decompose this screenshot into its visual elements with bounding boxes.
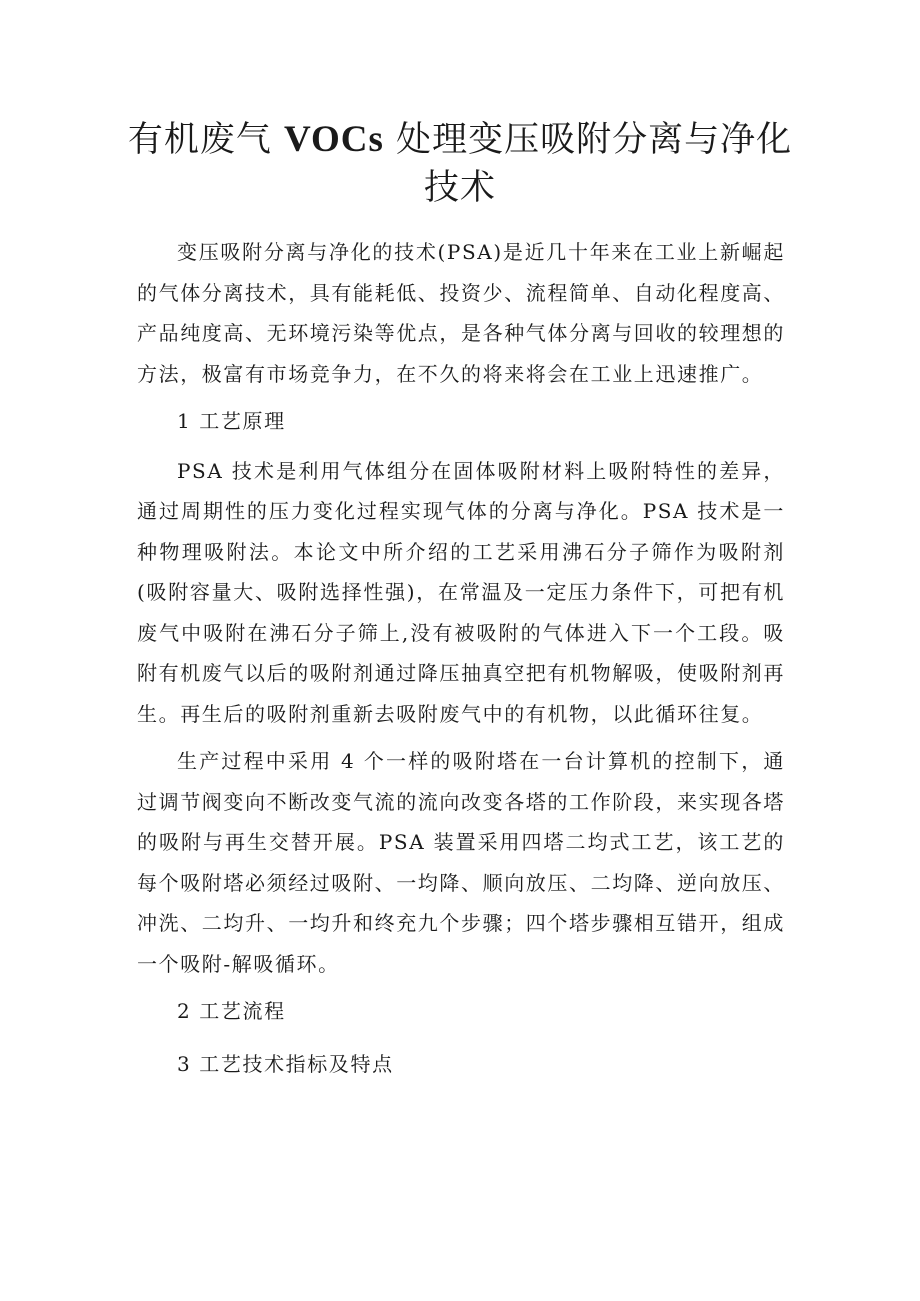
document-body bbox=[137, 232, 785, 1093]
title-text-part1: 有机废气 bbox=[127, 120, 285, 160]
title-text-latin: VOCs bbox=[284, 119, 384, 160]
document-title bbox=[120, 116, 800, 212]
section-heading-flow: 2 工艺流程 bbox=[177, 999, 286, 1023]
paragraph-intro: 变压吸附分离与净化的技术(PSA)是近几十年来在工业上新崛起的气体分离技术，具有能耗低、投资少、流程简单、自动化程度高、产品纯度高、无环境污染等优点，是各种气体分离与回收的较理想的方法，极富有市场竞争力，在不久的将来将会在工业上迅速推广。 bbox=[137, 240, 785, 386]
paragraph-principle: PSA 技术是利用气体组分在固体吸附材料上吸附特性的差异，通过周期性的压力变化过程实现气体的分离与净化。PSA 技术是一种物理吸附法。本论文中所介绍的工艺采用沸石分子筛作为吸附剂(吸附容量大、吸附选择性强)，在常温及一定压力条件下，可把有机废气中吸附在沸石分子筛上,没有被吸附的气体进入下一个工段。吸附有机废气以后的吸附剂通过降压抽真空把有机物解吸，使吸附剂再生。再生后的吸附剂重新去吸附废气中的有机物，以此循环往复。 bbox=[137, 458, 785, 726]
section-heading-indicators: 3 工艺技术指标及特点 bbox=[177, 1051, 394, 1076]
section-heading-principle: 1 工艺原理 bbox=[177, 409, 286, 433]
paragraph-process-detail: 生产过程中采用 4 个一样的吸附塔在一台计算机的控制下，通过调节阀变向不断改变气流的流向改变各塔的工作阶段，来实现各塔的吸附与再生交替开展。PSA 装置采用四塔二均式工艺，该工艺的每个吸附塔必须经过吸附、一均降、顺向放压、二均降、逆向放压、冲洗、二均升、一均升和终充九个步骤；四个塔步骤相互错开，组成一个吸附-解吸循环。 bbox=[137, 749, 785, 976]
title-text-part2: 处理变压吸附分离与净化技术 bbox=[383, 120, 793, 208]
